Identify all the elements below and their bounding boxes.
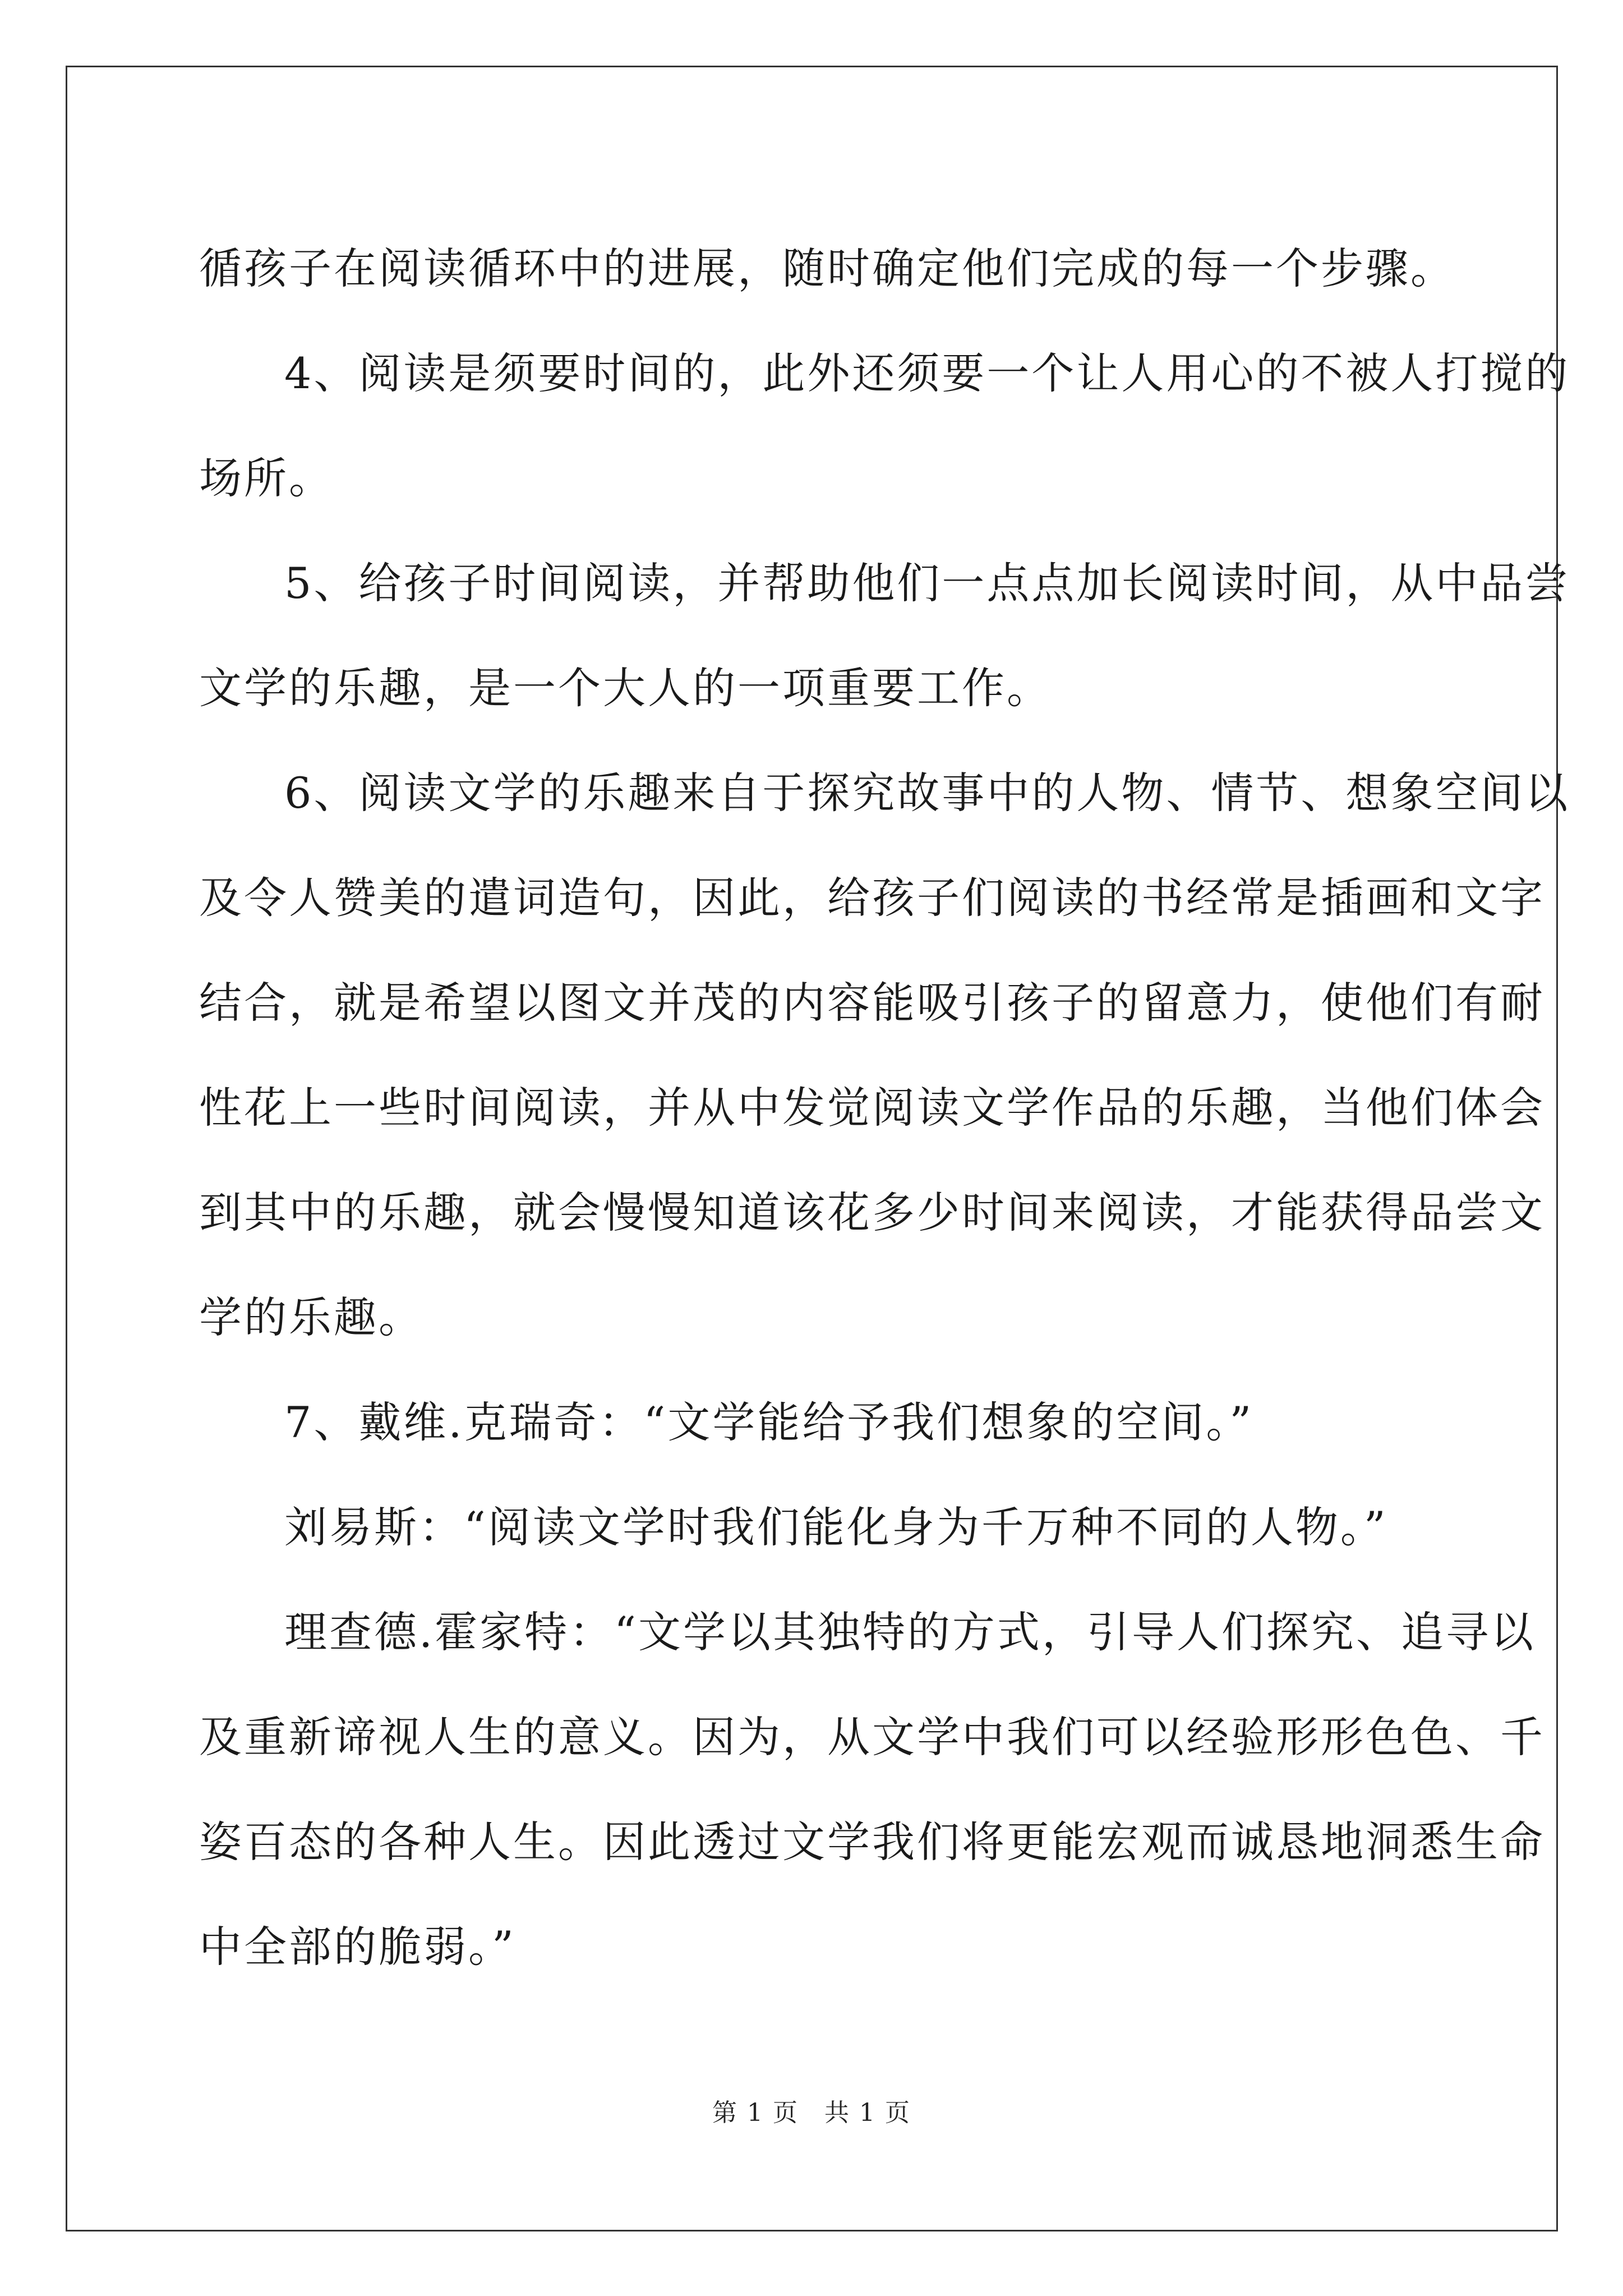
text-line: 6、阅读文学的乐趣来自于探究故事中的人物、情节、想象空间以	[284, 768, 1570, 818]
text-line: 7、戴维.克瑞奇：“文学能给予我们想象的空间。”	[284, 1397, 1254, 1447]
text-line: 结合，就是希望以图文并茂的内容能吸引孩子的留意力，使他们有耐	[199, 978, 1545, 1028]
text-line: 场所。	[199, 453, 334, 503]
text-line: 循孩子在阅读循环中的进展，随时确定他们完成的每一个步骤。	[199, 243, 1455, 293]
text-line: 到其中的乐趣，就会慢慢知道该花多少时间来阅读，才能获得品尝文	[199, 1188, 1545, 1237]
text-line: 5、给孩子时间阅读，并帮助他们一点点加长阅读时间，从中品尝	[284, 558, 1570, 608]
text-line: 文学的乐趣，是一个大人的一项重要工作。	[199, 663, 1052, 713]
text-line: 姿百态的各种人生。因此透过文学我们将更能宏观而诚恳地洞悉生命	[199, 1817, 1545, 1867]
text-line: 中全部的脆弱。”	[199, 1922, 516, 1972]
text-line: 及重新谛视人生的意义。因为，从文学中我们可以经验形形色色、千	[199, 1712, 1545, 1762]
text-line: 性花上一些时间阅读，并从中发觉阅读文学作品的乐趣，当他们体会	[199, 1083, 1545, 1133]
text-line: 理查德.霍家特：“文学以其独特的方式，引导人们探究、追寻以	[284, 1607, 1536, 1657]
document-body	[199, 216, 1570, 1999]
text-line: 学的乐趣。	[199, 1292, 423, 1342]
text-line: 4、阅读是须要时间的，此外还须要一个让人用心的不被人打搅的	[284, 348, 1570, 398]
text-line: 刘易斯：“阅读文学时我们能化身为千万种不同的人物。”	[284, 1502, 1388, 1552]
text-line: 及令人赞美的遣词造句，因此，给孩子们阅读的书经常是插画和文字	[199, 873, 1545, 923]
page-number-footer: 第 1 页 共 1 页	[712, 2099, 911, 2127]
